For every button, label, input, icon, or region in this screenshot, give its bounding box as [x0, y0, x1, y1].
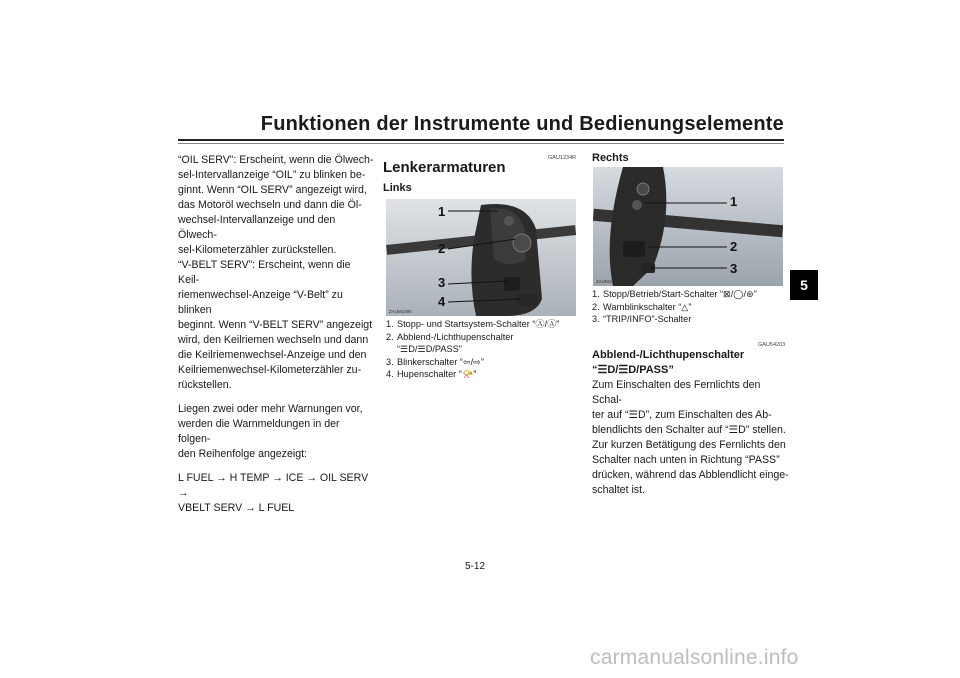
list-item: 1. Stopp- und Startsystem-Schalter “Ⓐ/Ⓐ”: [386, 319, 560, 329]
column-middle: [383, 151, 579, 196]
list-item-cont: “☰D/☰D/PASS”: [397, 344, 462, 354]
list-item: 1. Stopp/Betrieb/Start-Schalter “⊠/◯/⊛”: [592, 289, 757, 299]
list-item: 2. Warnblinkschalter “△”: [592, 301, 692, 312]
callout-1: 1: [730, 194, 738, 209]
list-item: 3. “TRIP/INFO”-Schalter: [592, 314, 692, 324]
section-code: GAU1234R: [548, 155, 577, 161]
photo-code: ZAUM1081: [596, 279, 619, 284]
list-item: 3. Blinkerschalter “⇦/⇨”: [386, 356, 484, 367]
left-legend-list: [386, 318, 586, 381]
subsection-title-right: Rechts: [592, 152, 629, 164]
paragraph-sequence: L FUEL → H TEMP → ICE → OIL SERV → VBELT SERV → L FUEL: [178, 472, 369, 514]
paragraph-warnings: Liegen zwei oder mehr Warnungen vor, werden die Warnmeldungen in der folgen- den Reihenfolge angezeigt:: [178, 403, 363, 460]
left-handlebar-photo: [386, 199, 576, 316]
dimmer-section: [592, 348, 792, 498]
dimmer-body-line: schaltet ist.: [592, 484, 645, 496]
right-handlebar-photo: [593, 167, 783, 286]
column-right: [592, 151, 788, 166]
column-left: [178, 153, 374, 525]
dimmer-body-line: drücken, während das Abblendlicht einge-: [592, 469, 789, 481]
dimmer-body-line: Zum Einschalten des Fernlichts den Schal-: [592, 379, 761, 406]
page-title: Funktionen der Instrumente und Bedienungselemente: [260, 113, 784, 135]
callout-3: 3: [438, 275, 446, 290]
dimmer-body-line: blendlichts den Schalter auf “☰D” stellen.: [592, 424, 786, 436]
section-code: GAU54203: [758, 342, 786, 348]
watermark[interactable]: carmanualsonline.info: [590, 646, 799, 669]
dimmer-heading-symbols: “☰D/☰D/PASS”: [592, 364, 674, 376]
chapter-tab[interactable]: 5: [790, 270, 818, 300]
callout-2: 2: [730, 239, 738, 254]
dimmer-heading: Abblend-/Lichthupenschalter: [592, 349, 745, 361]
dimmer-body-line: Zur kurzen Betätigung des Fernlichts den: [592, 439, 786, 451]
subsection-title-left: Links: [383, 182, 412, 194]
header-rule: [178, 139, 784, 141]
paragraph-oil-serv: “OIL SERV”: Erscheint, wenn die Ölwech- sel-Intervallanzeige “OIL” zu blinken be- ginnt. Wenn “OIL SERV” angezeigt wird, das Motoröl wechseln und dann die Öl- wechsel-Intervallanzeige und den Ölwech- sel-Kilometerzähler zurückstellen. “V-BELT SERV”: Erscheint, wenn die Keil- riemenwechsel-Anzeige “V-Belt” zu blinken beginnt. Wenn “V-BELT SERV” angezeigt wird, den Keilriemen wechseln und dann die Keilriemenwechsel-Anzeige und den Keilriemenwechsel-Kilometerzähler zu- rückstellen.: [178, 154, 374, 391]
header-rule-thin: [178, 143, 784, 144]
callout-3: 3: [730, 261, 738, 276]
page-number: 5-12: [465, 561, 486, 572]
dimmer-body-line: ter auf “☰D”, zum Einschalten des Ab-: [592, 409, 772, 421]
dimmer-body-line: Schalter nach unten in Richtung “PASS”: [592, 454, 780, 466]
list-item: 2. Abblend-/Lichthupenschalter: [386, 331, 514, 342]
callout-1: 1: [438, 204, 446, 219]
callout-4: 4: [438, 294, 446, 309]
section-title: Lenkerarmaturen: [383, 159, 506, 176]
list-item: 4. Hupenschalter “📯”: [386, 369, 477, 379]
photo-code: ZAUM1090: [389, 309, 412, 314]
right-legend-list: [592, 288, 792, 326]
callout-2: 2: [438, 241, 446, 256]
